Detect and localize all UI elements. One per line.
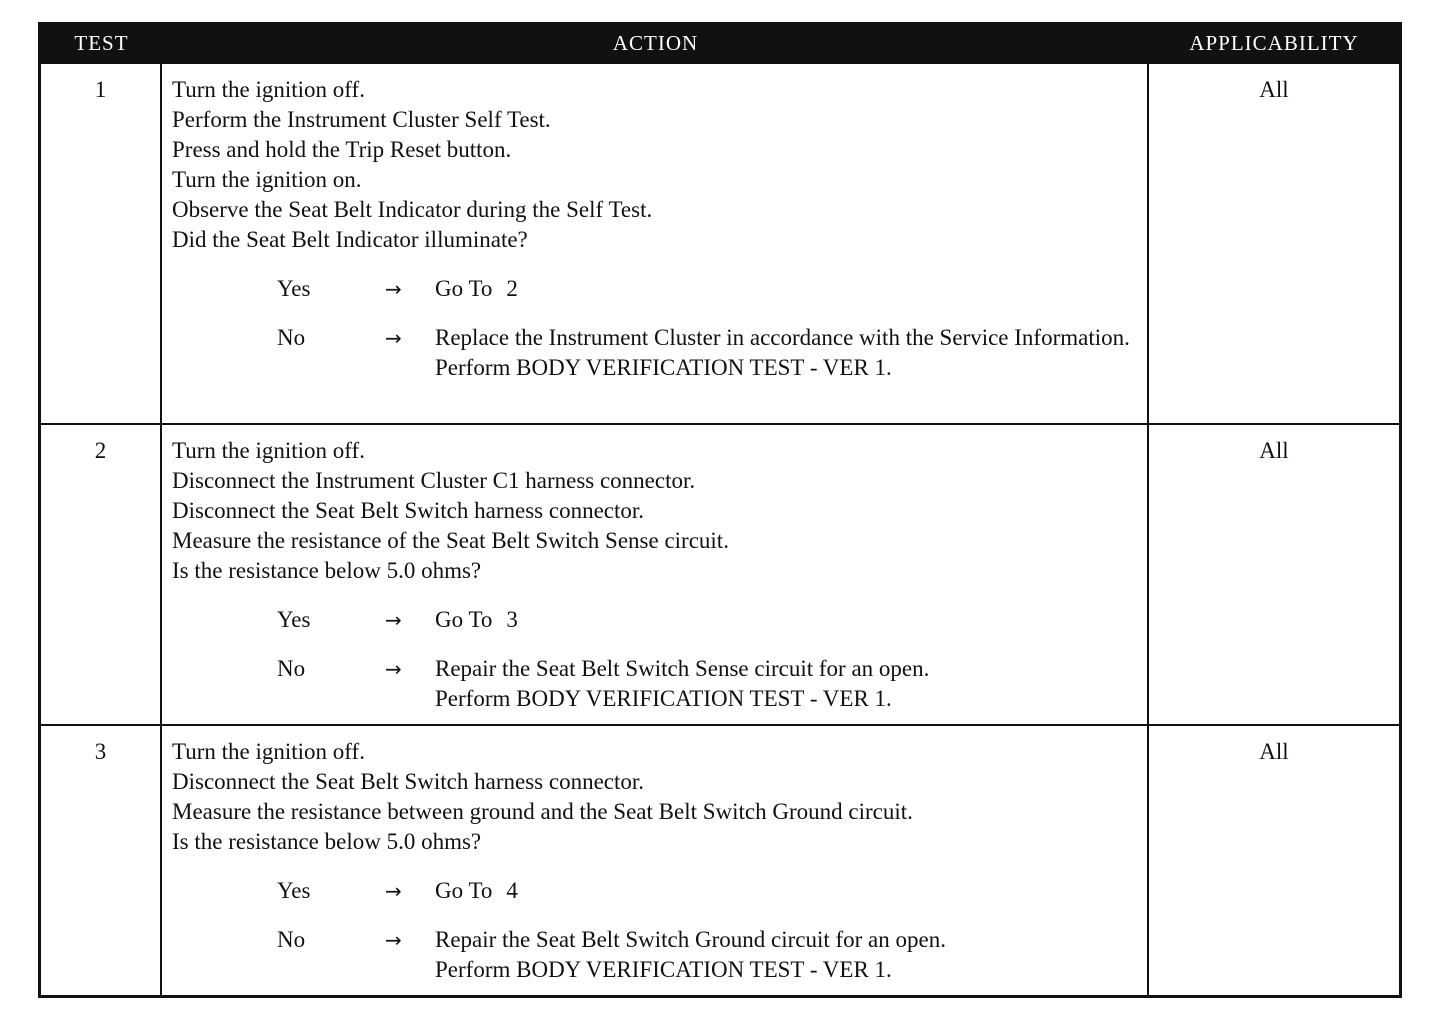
yes-label: Yes [277,607,311,632]
step: Is the resistance below 5.0 ohms? [172,558,482,583]
yes-label: Yes [277,276,311,301]
test-applicability-3: All [1149,724,1399,995]
yes-label: Yes [277,878,311,903]
test-number-1: 1 [41,64,162,423]
yes-answer [277,605,1141,635]
no-label: No [277,325,306,350]
result-line: Repair the Seat Belt Switch Sense circuit for an open. [435,656,930,681]
step: Disconnect the Seat Belt Switch harness connector. [172,498,645,523]
test-action-2 [162,423,1149,724]
answers [172,876,1141,985]
goto-number: 3 [506,607,518,632]
step: Is the resistance below 5.0 ohms? [172,829,482,854]
yes-result [435,274,1141,304]
goto-text: Go To [435,878,493,903]
step: Press and hold the Trip Reset button. [172,137,512,162]
no-label: No [277,656,306,681]
step: Observe the Seat Belt Indicator during the Self Test. [172,197,653,222]
no-label: No [277,927,306,952]
test-applicability-1: All [1259,77,1289,102]
no-result [435,654,1141,714]
no-result [435,323,1141,383]
step: Perform the Instrument Cluster Self Test. [172,107,551,132]
result-line: Perform BODY VERIFICATION TEST - VER 1. [435,957,892,982]
no-result [435,925,1141,985]
header-action: ACTION [162,22,1149,64]
yes-result [435,605,1141,635]
result-line: Perform BODY VERIFICATION TEST - VER 1. [435,355,892,380]
step: Measure the resistance of the Seat Belt Switch Sense circuit. [172,528,729,553]
test-applicability-2: All [1149,423,1399,724]
step: Turn the ignition off. [172,739,365,764]
goto-number: 4 [506,878,518,903]
step: Disconnect the Seat Belt Switch harness connector. [172,769,645,794]
right-arrow-icon: → [385,928,402,952]
diagnostic-test-table [38,22,1402,998]
header-test: TEST [41,22,162,64]
yes-answer [277,876,1141,906]
result-line: Replace the Instrument Cluster in accordance with the Service Information. [435,325,1130,350]
yes-answer [277,274,1141,304]
test-number-3: 3 [41,724,162,995]
step: Turn the ignition on. [172,167,362,192]
answers [172,605,1141,714]
right-arrow-icon: → [385,657,402,681]
step: Turn the ignition off. [172,438,365,463]
step: Disconnect the Instrument Cluster C1 harness connector. [172,468,696,493]
result-line: Repair the Seat Belt Switch Ground circuit for an open. [435,927,946,952]
no-answer [277,323,1141,383]
step: Turn the ignition off. [172,77,365,102]
goto-number: 2 [506,276,518,301]
no-answer [277,925,1141,985]
test-action-3 [162,724,1149,995]
right-arrow-icon: → [385,326,402,350]
right-arrow-icon: → [385,277,402,301]
step: Measure the resistance between ground and the Seat Belt Switch Ground circuit. [172,799,913,824]
right-arrow-icon: → [385,879,402,903]
step: Did the Seat Belt Indicator illuminate? [172,227,528,252]
result-line: Perform BODY VERIFICATION TEST - VER 1. [435,686,892,711]
no-answer [277,654,1141,714]
test-action-1 [162,64,1149,423]
answers [172,274,1141,383]
right-arrow-icon: → [385,608,402,632]
goto-text: Go To [435,276,493,301]
test-number-2: 2 [41,423,162,724]
yes-result [435,876,1141,906]
goto-text: Go To [435,607,493,632]
header-applicability: APPLICABILITY [1149,22,1399,64]
